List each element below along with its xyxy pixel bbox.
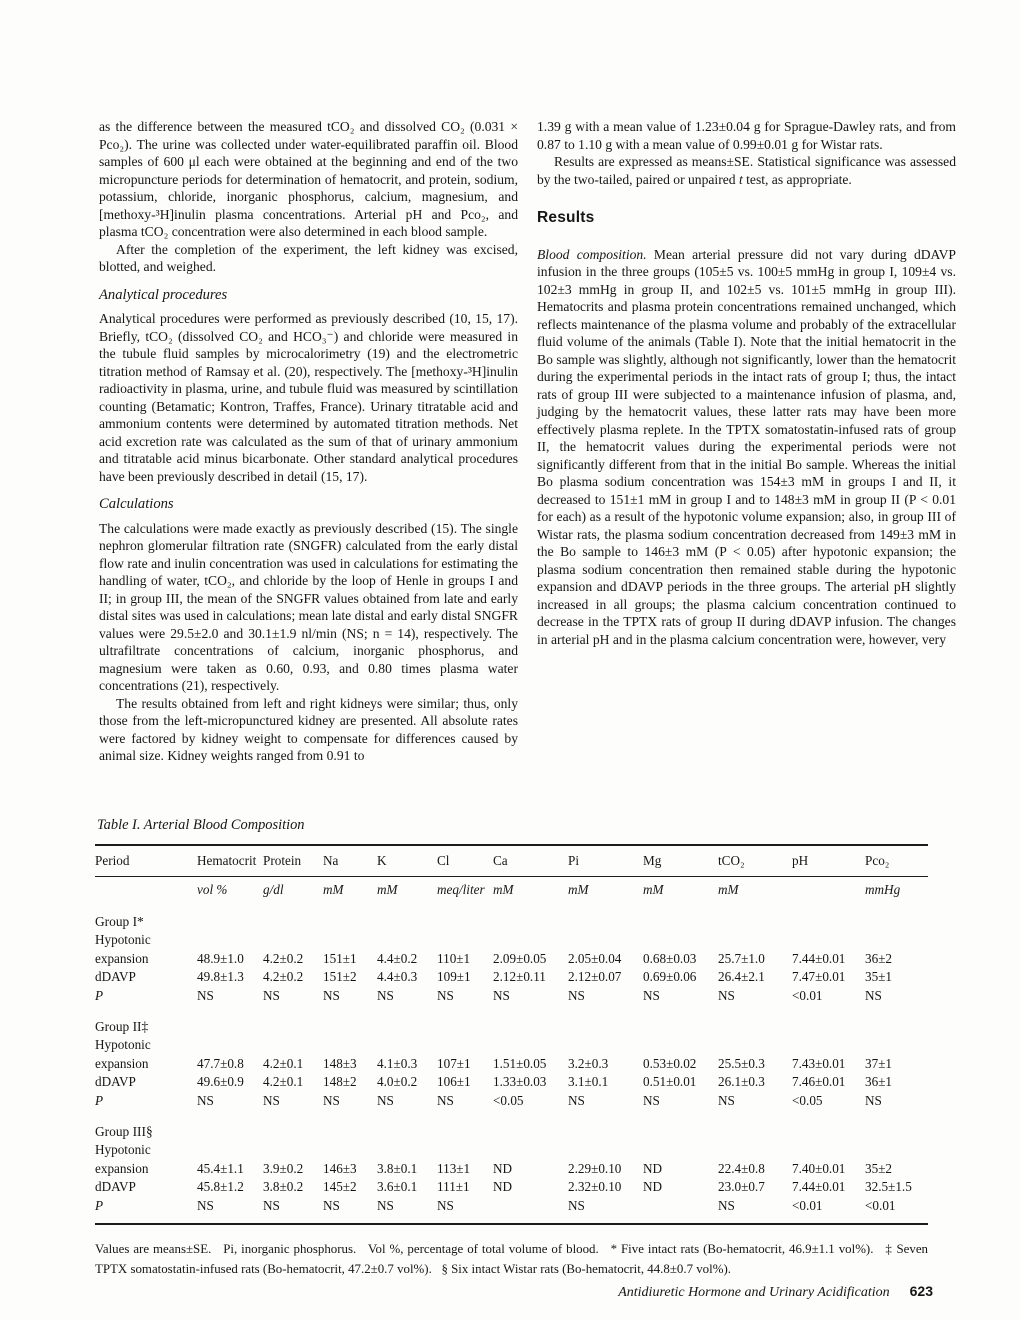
table-cell: 2.29±0.10 [568,1160,622,1176]
table-cell: 110±1 [437,950,471,966]
table-cell: NS [197,1197,214,1213]
table-cell: 49.6±0.9 [197,1074,244,1090]
table-cell: NS [493,987,510,1003]
table-cell: NS [437,987,454,1003]
table-cell: 26.4±2.1 [718,969,765,985]
left-column [99,118,518,765]
body-paragraph: The calculations were made exactly as previously described (15). The single nephron glomerular filtration rate (SNGFR) calculated from the early distal flow rate and inulin concentration was used in calculations for estimating the handling of water, tCO₂, and chloride by the loop of Henle in groups I and II; in group III, the mean of the SNGFR values obtained from late and early distal sites was used in calculations; mean late distal and early distal SNGFR values were 29.5±2.0 and 30.1±1.9 nl/min (NS; n = 14), respectively. The ultrafiltrate concentrations of calcium, inorganic phosphorus, and magnesium were taken as 0.60, 0.93, and 0.80 times plasma water concentrations (21), respectively. [99,520,518,693]
table-header-row [95,845,928,876]
table-units-row [95,876,928,903]
row-label: dDAVP [95,1179,136,1195]
body-paragraph [537,153,956,188]
table-cell: 4.2±0.1 [263,1055,304,1071]
table-cell: <0.05 [493,1092,524,1108]
row-label: dDAVP [95,1074,136,1090]
table-cell: 113±1 [437,1160,471,1176]
row-label: P [95,1197,104,1213]
table-cell: ND [493,1160,513,1176]
table-cell: 3.6±0.1 [377,1179,418,1195]
unit-cell: g/dl [263,881,284,897]
table-body [95,903,928,1224]
table-cell: 106±1 [437,1074,471,1090]
table-cell: NS [437,1092,454,1108]
unit-cell: mM [718,881,739,897]
table-footnote: Values are means±SE. Pi, inorganic phosphorus. Vol %, percentage of total volume of blood. * Five intact rats (Bo-hematocrit, 46.9±1.1 vol%). ‡ Seven TPTX somatostatin-infused rats (Bo-hematocrit, 47.2±0.7 vol%). § Six intact Wistar rats (Bo-hematocrit, 44.8±0.7 vol%). [95,1241,928,1276]
table-cell: 23.0±0.7 [718,1179,765,1195]
table-cell: NS [263,1092,280,1108]
body-paragraph: The results obtained from left and right kidneys were similar; thus, only those from the left-micropunctured kidney are presented. All absolute rates were factored by kidney weight to compensate for differences caused by animal size. Kidney weights ranged from 0.91 to [99,695,518,763]
table-cell: 45.8±1.2 [197,1179,244,1195]
group-label-row [95,1109,928,1140]
table-cell: 32.5±1.5 [865,1179,912,1195]
table-cell: 2.12±0.11 [493,969,546,985]
table-cell: 4.1±0.3 [377,1055,418,1071]
table-cell: NS [865,987,882,1003]
body-paragraph: 1.39 g with a mean value of 1.23±0.04 g for Sprague-Dawley rats, and from 0.87 to 1.10 g with a mean value of 0.99±0.01 g for Wistar rats. [537,119,956,152]
table-cell: 0.68±0.03 [643,950,697,966]
table-row [95,948,928,967]
table-cell: ND [493,1179,513,1195]
row-label: dDAVP [95,969,136,985]
column-header: Mg [643,852,662,868]
column-header: K [377,852,387,868]
body-paragraph: as the difference between the measured tCO₂ and dissolved CO₂ (0.031 × Pco₂). The urine was collected under water-equilibrated paraffin oil. Blood samples of 600 μl each were obtained at the beginning and end of the two micropuncture periods for determination of hematocrit, and protein, sodium, potassium, chloride, inorganic phosphorus, calcium, magnesium, and [methoxy-³H]inulin plasma concentrations. Arterial pH and Pco₂, and plasma tCO₂ concentration were also determined in each blood sample. [99,119,518,239]
table-cell: 25.7±1.0 [718,950,765,966]
group-label: Group I* [95,913,144,929]
table-title: Table I. Arterial Blood Composition [97,817,305,833]
table-cell: <0.01 [792,987,823,1003]
table-cell: 22.4±0.8 [718,1160,765,1176]
table-cell: NS [568,1197,585,1213]
column-header: Protein [263,852,302,868]
unit-cell: mM [323,881,344,897]
group-label-row [95,903,928,930]
column-header: pH [792,852,809,868]
table-cell: 7.47±0.01 [792,969,846,985]
column-header: tCO₂ [718,852,745,868]
table-cell: NS [377,1092,394,1108]
unit-cell: mM [493,881,514,897]
table-cell: NS [437,1197,454,1213]
group-sublabel: Hypotonic [95,1037,151,1053]
table-cell: 3.8±0.2 [263,1179,304,1195]
paragraph-text: Results are expressed as means±SE. Statistical significance was assessed by the two-tailed, paired or unpaired [537,154,956,187]
table-cell: NS [323,987,340,1003]
table-cell: 7.44±0.01 [792,1179,846,1195]
page-number: 623 [909,1283,933,1299]
group-sublabel: Hypotonic [95,932,151,948]
table-row [95,1195,928,1224]
table-cell: 148±2 [323,1074,357,1090]
table-cell: 107±1 [437,1055,471,1071]
body-paragraph [537,246,956,649]
column-header: Na [323,852,339,868]
table-cell: 49.8±1.3 [197,969,244,985]
table-cell: ND [643,1160,663,1176]
table-cell: 2.12±0.07 [568,969,622,985]
table-cell: 2.05±0.04 [568,950,622,966]
table-cell: 3.8±0.1 [377,1160,418,1176]
table-row [95,1158,928,1177]
unit-cell: mM [568,881,589,897]
table-cell: 4.0±0.2 [377,1074,418,1090]
section-heading-calculations: Calculations [99,496,174,512]
table-cell: 1.51±0.05 [493,1055,547,1071]
table-cell: NS [263,1197,280,1213]
row-label: expansion [95,1055,149,1071]
table-cell: NS [568,987,585,1003]
table-cell: NS [263,987,280,1003]
row-label: P [95,1092,104,1108]
table-cell: 0.53±0.02 [643,1055,697,1071]
table-cell: 3.1±0.1 [568,1074,609,1090]
unit-cell [792,876,865,903]
unit-cell: vol % [197,881,228,897]
unit-cell [95,876,197,903]
table-cell: 146±3 [323,1160,357,1176]
table-cell: NS [323,1197,340,1213]
page-footer [95,1283,933,1301]
table-cell: 2.09±0.05 [493,950,547,966]
unit-cell: meq/liter [437,881,485,897]
table-row [95,1053,928,1072]
table-cell: NS [377,1197,394,1213]
table-row [95,1177,928,1196]
table-cell: NS [643,1092,660,1108]
table-cell: 0.69±0.06 [643,969,697,985]
group-label-row [95,1004,928,1035]
table-cell: 4.2±0.2 [263,969,304,985]
table-cell: 1.33±0.03 [493,1074,547,1090]
table-cell: 7.46±0.01 [792,1074,846,1090]
table-row [95,985,928,1004]
section-heading-results: Results [537,209,595,226]
table-cell: 7.44±0.01 [792,950,846,966]
table-cell: 48.9±1.0 [197,950,244,966]
group-sublabel-row [95,1035,928,1054]
table-row [95,967,928,986]
table-cell: 4.2±0.1 [263,1074,304,1090]
italic-t: t [738,171,743,187]
column-header: Cl [437,852,450,868]
unit-cell: mM [643,881,664,897]
table-cell: NS [197,1092,214,1108]
table-cell: <0.05 [792,1092,823,1108]
table-cell: 4.4±0.2 [377,950,418,966]
column-header: Pi [568,852,579,868]
right-column [537,118,956,648]
table-cell: NS [643,987,660,1003]
running-title: Antidiuretic Hormone and Urinary Acidification [618,1285,890,1300]
body-paragraph: Analytical procedures were performed as previously described (10, 15, 17). Briefly, tCO₂ (dissolved CO₂ and HCO₃⁻) and chloride were measured in the tubule fluid samples by microcalorimetry (19) and the electrometric titration method of Ramsay et al. (20), respectively. The [methoxy-³H]inulin radioactivity in plasma, urine, and tubule fluid was measured by scintillation counting (Betamatic; Kontron, Traffes, France). Urinary titratable acid and ammonium contents were determined by automated titration methods. Net acid excretion rate was calculated as the sum of that of urinary ammonium and titratable acid minus bicarbonate. Other standard analytical procedures have been previously described in detail (15, 17). [99,311,518,484]
table-cell: 145±2 [323,1179,357,1195]
table-cell: 26.1±0.3 [718,1074,765,1090]
table-cell: 36±1 [865,1074,893,1090]
group-label: Group II‡ [95,1018,149,1034]
unit-cell: mmHg [865,881,901,897]
table-cell: 148±3 [323,1055,357,1071]
unit-cell: mM [377,881,398,897]
table-row [95,1072,928,1091]
paragraph-text: Mean arterial pressure did not vary during dDAVP infusion in the three groups (105±5 vs. 100±5 mmHg in group I, 109±4 vs. 102±3 mmHg in group II, and 102±5 vs. 101±5 mmHg in group III). Hematocrits and plasma protein concentrations remained unchanged, which reflects maintenance of the plasma volume and probably of the extracellular fluid volume of the animals (Table I). Note that the initial hematocrit in the Bo sample was slightly, although not significantly, lower than the hematocrit during the experimental periods in the intact rats of group I; thus, the intact rats of group III were subjected to a maintenance infusion of plasma, and, judging by the hematocrit values, these latter rats may have been more effectively plasma replete. In the TPTX somatostatin-infused rats of group II, the hematocrit values during the experimental periods were not significantly different from that in the initial Bo sample. Whereas the initial Bo plasma sodium concentration was 154±3 mM in groups I and II, it decreased to 151±1 mM in group I and to 148±3 mM in group II (P < 0.01 for each) as a result of the hypotonic volume expansion; also, in group III of Wistar rats, the plasma sodium concentration decreased from 149±3 mM in the Bo sample to 146±3 mM (P < 0.05) after hypotonic expansion; the plasma sodium concentration then remained stable during the hypotonic expansion and dDAVP periods in the three groups. The arterial pH slightly increased in all groups; the plasma calcium concentration continued to decrease in the TPTX rats of group II during dDAVP infusion. The changes in arterial pH and in the plasma calcium concentration were, however, very [537,246,956,647]
table-cell: 7.40±0.01 [792,1160,846,1176]
group-sublabel: Hypotonic [95,1142,151,1158]
table-cell: NS [718,987,735,1003]
table-cell: 36±2 [865,950,893,966]
column-header: Period [95,852,130,868]
column-header: Hematocrit [197,852,257,868]
table-cell: 4.2±0.2 [263,950,304,966]
table-cell: 25.5±0.3 [718,1055,765,1071]
column-header: Ca [493,852,508,868]
section-heading-analytical-procedures: Analytical procedures [99,286,228,303]
table-cell: 109±1 [437,969,471,985]
table-cell: 151±2 [323,969,357,985]
body-paragraph: After the completion of the experiment, the left kidney was excised, blotted, and weighed. [99,241,518,274]
table-cell: ND [643,1179,663,1195]
table-cell: 0.51±0.01 [643,1074,697,1090]
table-cell: NS [865,1092,882,1108]
row-label: expansion [95,950,149,966]
table-cell: NS [323,1092,340,1108]
table-cell: 4.4±0.3 [377,969,418,985]
column-header: Pco₂ [865,852,890,868]
table-cell: 2.32±0.10 [568,1179,622,1195]
row-label: P [95,987,104,1003]
table-cell [643,1195,718,1224]
row-label: expansion [95,1160,149,1176]
table-cell: 47.7±0.8 [197,1055,244,1071]
table-cell: NS [718,1092,735,1108]
group-sublabel-row [95,1140,928,1159]
table-cell: <0.01 [865,1197,896,1213]
table-cell: 111±1 [437,1179,470,1195]
table-cell: 7.43±0.01 [792,1055,846,1071]
table-cell: 3.9±0.2 [263,1160,304,1176]
table-cell [493,1195,568,1224]
table-cell: 37±1 [865,1055,893,1071]
table-cell: 35±1 [865,969,893,985]
table-cell: 35±2 [865,1160,893,1176]
group-sublabel-row [95,930,928,949]
table-cell: NS [377,987,394,1003]
table-cell: <0.01 [792,1197,823,1213]
group-label: Group III§ [95,1123,153,1139]
table-cell: 45.4±1.1 [197,1160,244,1176]
table-block [95,817,928,1280]
table-header [95,845,928,903]
table-cell: NS [197,987,214,1003]
table-row [95,1090,928,1109]
paragraph-text: test, as appropriate. [742,171,852,187]
table-cell: NS [568,1092,585,1108]
arterial-blood-composition-table [95,844,928,1225]
table-cell: 151±1 [323,950,357,966]
paragraph-lead-italic: Blood composition. [537,246,647,262]
table-cell: NS [718,1197,735,1213]
table-cell: 3.2±0.3 [568,1055,609,1071]
